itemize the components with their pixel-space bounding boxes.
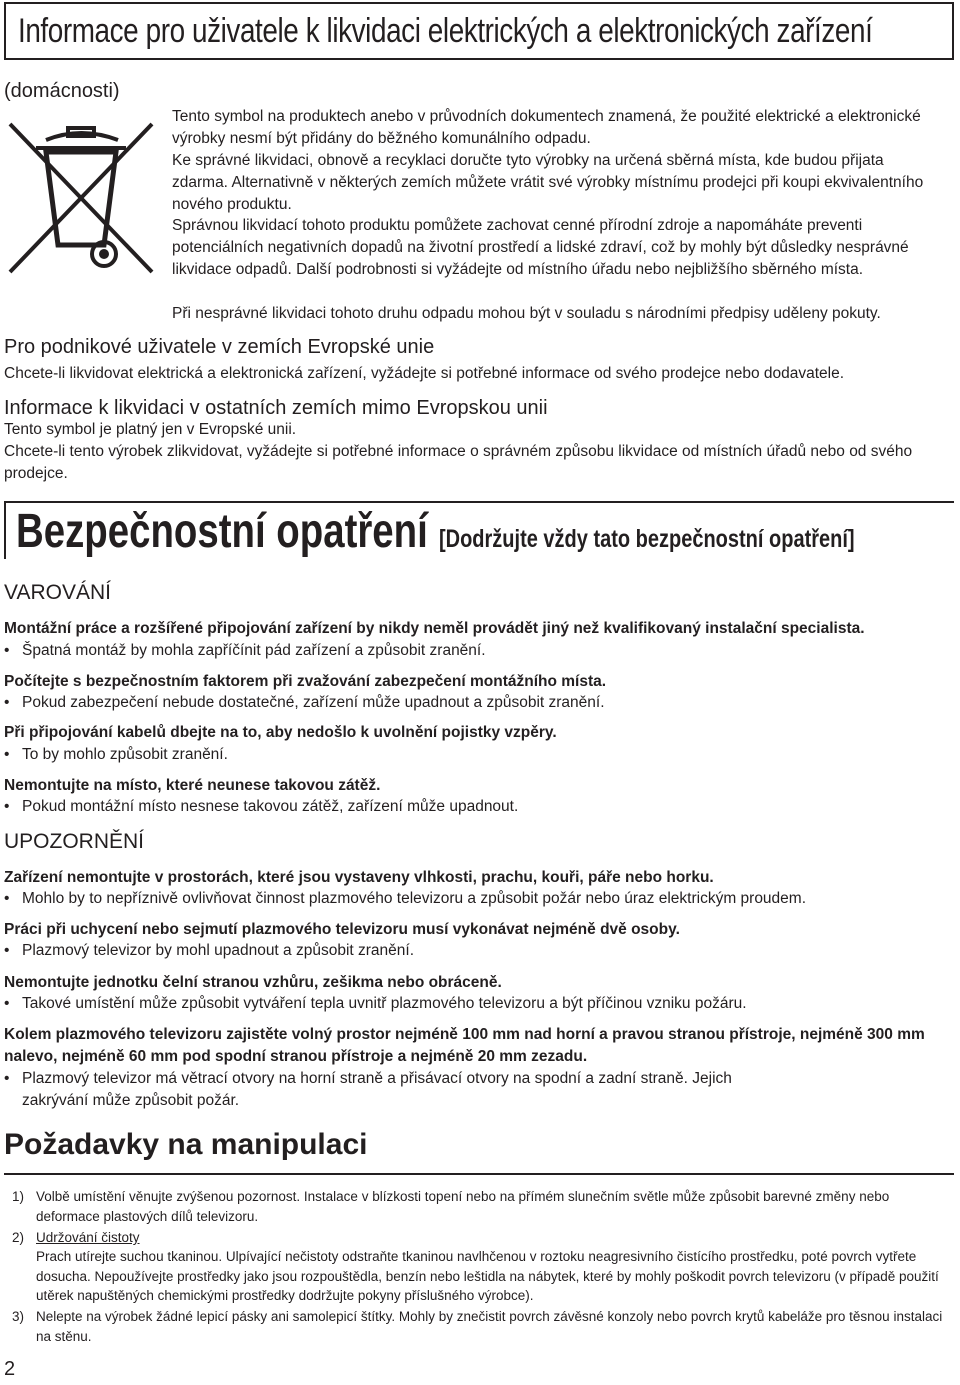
warning-2-bullet: • Pokud zabezpečení nebude dostatečné, zařízení může upadnout a způsobit zranění.: [22, 692, 605, 714]
title-box: [4, 2, 954, 60]
list-item-number: 2): [12, 1230, 25, 1245]
handling-list: [4, 1187, 954, 1348]
warning-4-bullet: • Pokud montážní místo nesnese takovou zátěž, zařízení může upadnout.: [22, 796, 518, 818]
caution-heading: UPOZORNĚNÍ: [4, 830, 145, 853]
caution-1: Zařízení nemontujte v prostorách, které jsou vystaveny vlhkosti, prachu, kouři, páře nebo horku.: [4, 869, 714, 886]
handling-rule: [4, 1173, 954, 1175]
households-p4: Při nesprávné likvidaci tohoto druhu odpadu mohou být v souladu s národními předpisy uděleny pokuty.: [172, 305, 881, 322]
list-item-number: 1): [12, 1189, 25, 1204]
households-p2: Ke správné likvidaci, obnově a recyklaci doručte tyto výrobky na určená sběrná místa, kde budou přijata zdarma. Alternativně v některých zemích můžete vrátit své výrobky místnímu prodejci při koupi ekvivalentního nového produktu.: [172, 152, 924, 213]
list-item: [4, 1307, 954, 1348]
caution-3-bullet: • Takové umístění může způsobit vytváření tepla uvnitř plazmového televizoru a být příčinou vzniku požáru.: [22, 993, 747, 1015]
list-item-body: [4, 1247, 954, 1307]
caution-2: Práci při uchycení nebo sejmutí plazmového televizoru musí vykonávat nejméně dvě osoby.: [4, 921, 680, 938]
warning-2: Počítejte s bezpečnostním faktorem při zvažování zabezpečení montážního místa.: [4, 673, 607, 690]
list-item-text: Prach utírejte suchou tkaninou. Ulpívající nečistoty odstraňte tkaninou navlhčenou v roztoku neagresivního čistícího prostředku, poté povrch vytřete dosucha. Nepoužívejte prostředky jako jsou rozpouštědla, benzín nebo leštidla na nábytek, které by mohly poškodit povrch televizoru (v případě použití utěrek napuštěných chemickými prostředky dodržujte pokyny příslušného výrobce).: [36, 1249, 939, 1303]
section-bracket: [4, 501, 6, 559]
outside-eu-text2: Chcete-li tento výrobek zlikvidovat, vyžádejte si potřebné informace o správném způsobu likvidace od místních úřadů nebo od svého prodejce.: [4, 443, 913, 482]
section-rule: [4, 501, 954, 503]
safety-title: [16, 504, 855, 559]
warning-1-bullet: • Špatná montáž by mohla zapříčínit pád zařízení a způsobit zranění.: [22, 640, 486, 662]
warning-heading: VAROVÁNÍ: [4, 581, 111, 604]
list-item: [4, 1187, 954, 1228]
crossed-out-wheelie-bin-icon: [6, 120, 156, 280]
caution-4-bullet: • Plazmový televizor má větrací otvory na horní straně a přisávací otvory na spodní a zadní straně. Jejich zakrývání může způsobit požár.: [22, 1068, 802, 1112]
caution-4: Kolem plazmového televizoru zajistěte volný prostor nejméně 100 mm nad horní a pravou stranou přístroje, nejméně 300 mm nalevo, nejméně 60 mm pod spodní stranou přístroje a nejméně 20 mm zezadu.: [4, 1026, 925, 1065]
cleaning-label: Udržování čistoty: [36, 1230, 140, 1245]
safety-subtitle: [Dodržujte vždy tato bezpečnostní opatření]: [438, 525, 855, 553]
caution-3: Nemontujte jednotku čelní stranou vzhůru, zešikma nebo obráceně.: [4, 974, 502, 991]
warning-1: Montážní práce a rozšířené připojování zařízení by nikdy neměl provádět jiný než kvalifikovaný instalační specialista.: [4, 620, 865, 637]
households-p3: Správnou likvidací tohoto produktu pomůžete zachovat cenné přírodní zdroje a napomáháte preventi potenciálních negativních dopadů na životní prostředí a lidské zdraví, což by mohly být důsledky nesprávné likvidace odpadů. Další podrobnosti si vyžádejte od místního úřadu nebo nejbližšího sběrného místa.: [172, 217, 909, 278]
safety-title-text: Bezpečnostní opatření: [16, 505, 428, 558]
households-heading: (domácnosti): [4, 80, 120, 102]
outside-eu-text1: Tento symbol je platný jen v Evropské unii.: [4, 421, 297, 438]
business-text: Chcete-li likvidovat elektrická a elektronická zařízení, vyžádejte si potřebné informace od svého prodejce nebo dodavatele.: [4, 365, 845, 382]
business-heading: Pro podnikové uživatele v zemích Evropské unie: [4, 336, 435, 358]
list-item-text: Volbě umístění věnujte zvýšenou pozornost. Instalace v blízkosti topení nebo na přímém slunečním světle může způsobit barevné změny nebo deformace plastových dílů televizoru.: [36, 1189, 890, 1224]
list-item-text: Nelepte na výrobek žádné lepicí pásky ani samolepicí štítky. Mohly by znečistit povrch závěsné konzoly nebo povrch krytů kabeláže pro těsnou instalaci na stěnu.: [36, 1309, 943, 1344]
outside-eu-heading: Informace k likvidaci v ostatních zemích mimo Evropskou unii: [4, 397, 548, 419]
handling-title: Požadavky na manipulaci: [4, 1128, 368, 1161]
warning-4: Nemontujte na místo, které neunese takovou zátěž.: [4, 777, 381, 794]
caution-1-bullet: • Mohlo by to nepříznivě ovlivňovat činnost plazmového televizoru a způsobit požár nebo úraz elektrickým proudem.: [22, 888, 952, 910]
page-number: 2: [4, 1358, 16, 1380]
households-p1: Tento symbol na produktech anebo v průvodních dokumentech znamená, že použité elektrické a elektronické výrobky nesmí být přidány do běžného komunálního odpadu.: [172, 108, 921, 147]
page-title: Informace pro uživatele k likvidaci elektrických a elektronických zařízení: [18, 12, 873, 50]
caution-2-bullet: • Plazmový televizor by mohl upadnout a způsobit zranění.: [22, 940, 414, 962]
warning-3: Při připojování kabelů dbejte na to, aby nedošlo k uvolnění pojistky vzpěry.: [4, 724, 557, 741]
warning-3-bullet: • To by mohlo způsobit zranění.: [22, 744, 228, 766]
list-item-number: 3): [12, 1309, 25, 1324]
list-item: [4, 1228, 954, 1247]
list-item-label: [36, 1228, 948, 1248]
